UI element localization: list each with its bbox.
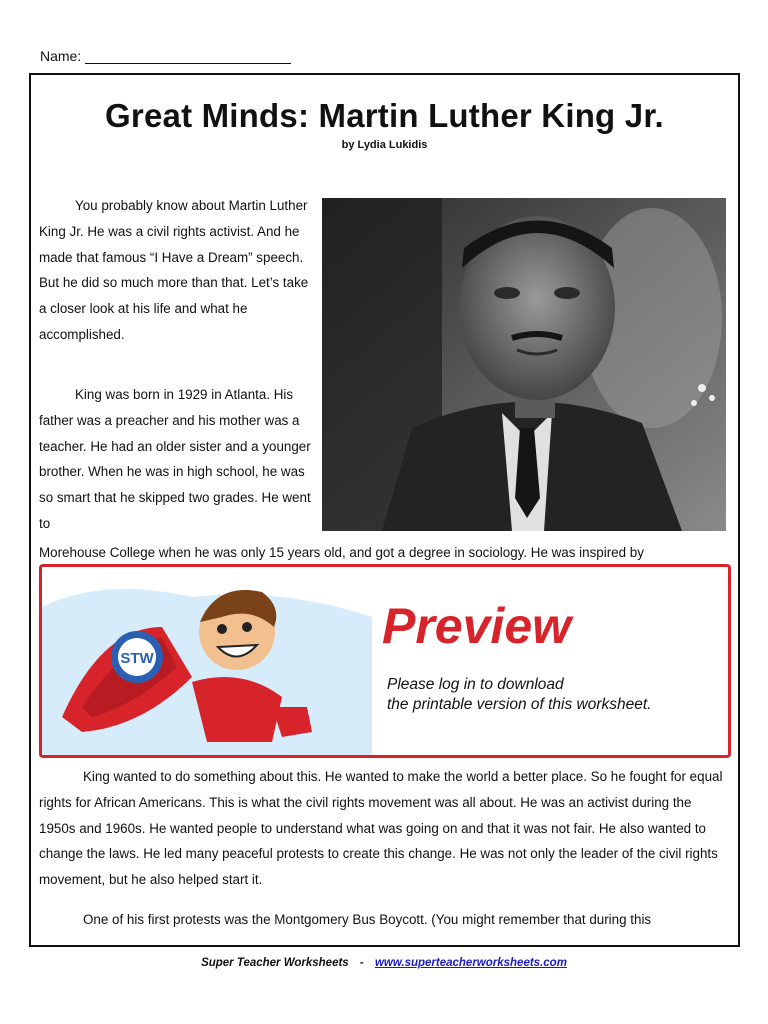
paragraph-activism: King wanted to do something about this. He wanted to make the world a better place. So he fought for equal rights for African Americans. This is what the civil rights movement was all about. He was an activist during the 1950s and 1960s. He wanted people to understand what was going on and that it was not fair. He also wanted to change the laws. He led many peaceful protests to create this change. He was not only the leader of the civil rights movement, but he also helped start it. — [39, 769, 723, 888]
preview-line-1: Please log in to download — [387, 676, 564, 693]
portrait-illustration — [322, 198, 726, 531]
paragraph-intro: You probably know about Martin Luther King Jr. He was a civil rights activist. And he made that famous “I Have a Dream” speech. But he did so much more than that. Let’s take a closer look at his life and what he accomplished. — [39, 198, 309, 342]
preview-heading: Preview — [382, 598, 572, 654]
name-label: Name: — [40, 48, 82, 64]
mascot-badge: STW — [120, 650, 154, 667]
preview-line-2: the printable version of this worksheet. — [387, 696, 652, 713]
preview-banner[interactable] — [39, 564, 731, 758]
footer-website-link[interactable]: www.superteacherworksheets.com — [374, 957, 567, 969]
superhero-mascot-icon — [42, 567, 372, 755]
name-blank-line[interactable] — [85, 50, 291, 64]
mlk-portrait-photo — [322, 198, 726, 531]
footer-brand: Super Teacher Worksheets — [201, 957, 349, 969]
worksheet-title: Great Minds: Martin Luther King Jr. — [105, 97, 664, 134]
paragraph-bus-boycott: One of his first protests was the Montgomery Bus Boycott. (You might remember that during this — [83, 912, 652, 927]
footer-separator: - — [359, 957, 364, 969]
paragraph-early-life: King was born in 1929 in Atlanta. His father was a preacher and his mother was a teacher. He had an older sister and a younger brother. When he was in high school, he was so smart that he skipped two grades. He went to — [39, 387, 311, 531]
paragraph-early-life-continued: Morehouse College when he was only 15 years old, and got a degree in sociology. He was inspired by — [39, 545, 644, 560]
preview-message — [387, 675, 652, 715]
author-byline: by Lydia Lukidis — [341, 139, 428, 151]
worksheet-frame — [29, 73, 740, 947]
name-field-row — [40, 48, 291, 64]
footer — [0, 957, 768, 969]
